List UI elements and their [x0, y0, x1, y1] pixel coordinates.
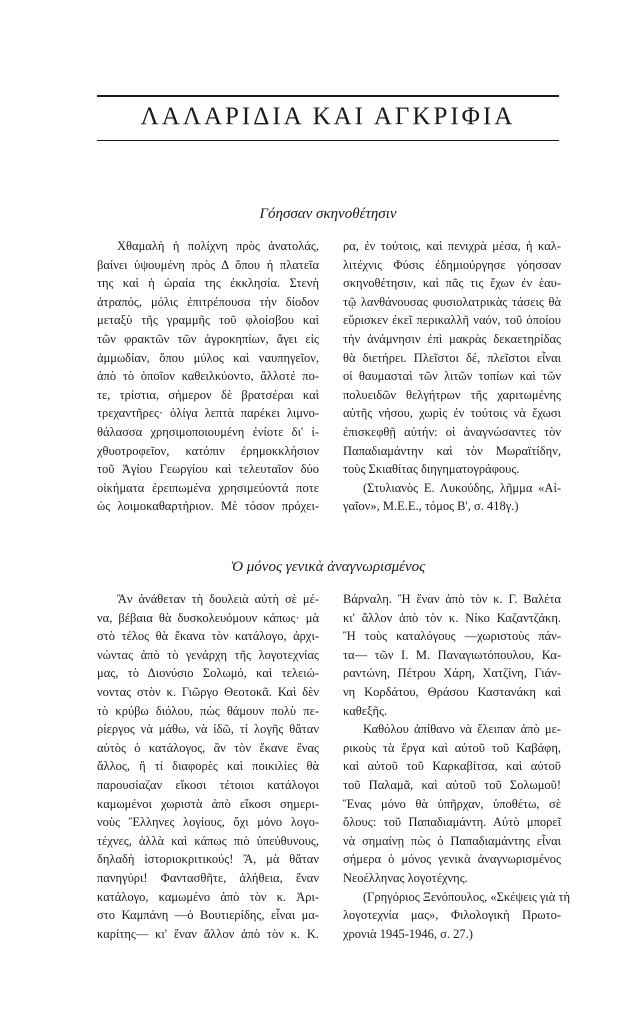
text-line: Ἕνας μόνο θὰ ὑπῆρχαν, ὑποθέτω, σὲ [343, 796, 561, 811]
text-line: (Στυλιανὸς Ε. Λυκούδης, λῆμμα «Αἰ- [363, 480, 561, 495]
text-line: γαῖον», Μ.Ε.Ε., τόμος Β', σ. 418γ.) [343, 499, 519, 514]
text-line: οἱ θαυμασταὶ τῶν λιτῶν τοπίων καὶ τῶν [343, 369, 561, 384]
text-line: Χθαμαλὴ ἡ πολίχνη πρὸς ἀνατολάς, [117, 239, 319, 253]
text-line: δηλαδὴ ἱστοριοκριτικούς! Ἄ, μὰ θἄταν [97, 852, 319, 867]
text-line: λογοτεχνία μας», Φιλολογικὴ Πρωτο- [343, 908, 561, 923]
text-line: ρα, ἐν τούτοις, καὶ πενιχρὰ μέσα, ἡ καλ- [343, 239, 561, 253]
text-line: τὴν ἀνάμνησιν ἐπὶ μακρὰς δεκαετηρίδας [343, 331, 561, 346]
text-line: χρονιὰ 1945-1946, σ. 27.) [343, 926, 473, 941]
text-line: νώντας ἀπὸ τὸ γενάρχη τῆς λογοτεχνίας [97, 647, 319, 662]
text-line: τε, τρίστια, σήμερον δὲ βρατσέραι καὶ [97, 387, 319, 402]
text-line: τρεχαντῆρες· ὀλίγα λεπτὰ παρέκει λιμνο- [97, 406, 319, 421]
text-line: κι' ἄλλον ἀπὸ τὸν κ. Νίκο Καζαντζάκη. [343, 610, 561, 625]
text-line: ἀπὸ τὸ ὁποῖον καθειλκύοντο, ἄλλοτέ πο- [97, 369, 319, 384]
text-line: ἐπισκεφθῇ αὐτήν: οἱ ἀναγνώσαντες τὸν [343, 424, 561, 439]
text-line: εὕρισκεν ἐκεῖ περικαλλῆ ναόν, τοῦ ὁποίου [343, 313, 561, 328]
text-line: καὶ αὐτοῦ τοῦ Καρκαβίτσα, καὶ αὐτοῦ [343, 759, 561, 774]
text-line: τοῦ Ἁγίου Γεωργίου καὶ τελευταῖον δύο [97, 462, 319, 477]
text-line: Βάρναλη. Ἢ ἕναν ἀπὸ τὸν κ. Γ. Βαλέτα [343, 592, 561, 606]
text-line: στὸ τέλος θὰ ἔκανα τὸν κατάλογο, ἀρχι- [97, 629, 319, 644]
section-2-left-column [97, 590, 319, 943]
text-line: σήμερα ὁ μόνος γενικὰ ἀναγνωρισμένος [343, 852, 561, 867]
section-heading-1: Γόησσαν σκηνοθέτησιν [259, 206, 397, 222]
text-line: τῶν φρακτῶν τῶν ἀγροκηπίων, ἄγει εἰς [97, 331, 319, 346]
text-line: τῷ λανθάνουσας φυσιολατρικὰς τάσεις θὰ [343, 294, 561, 309]
text-line: τοὺς Σκιαθίτας διηγηματογράφους. [343, 462, 520, 477]
text-line: καθεξῆς. [343, 703, 388, 718]
text-line: αὐτὸς ὁ κατάλογος, ἂν τὸν ἔκανε ἕνας [97, 740, 319, 755]
text-line: ραντώνη, Πέτρου Χάρη, Χατζίνη, Γιάν- [343, 666, 561, 681]
text-line: ἀμμωδίαν, ὅπου μύλος καὶ ναυπηγεῖον, [97, 350, 319, 365]
text-line: πολυειδῶν θελγήτρων τῆς χαριτωμένης [343, 387, 561, 402]
section-1-right-column [343, 237, 561, 516]
text-line: οἰκήματα ἐρειπωμένα χρησιμεύοντά ποτε [97, 480, 319, 495]
text-line: μας, τὸ Διονύσιο Σολωμό, καὶ τελειώ- [97, 666, 319, 681]
title-rule-top [97, 95, 559, 97]
text-line: καρίτης— κι' ἕναν ἄλλον ἀπὸ τὸν κ. Κ. [97, 926, 319, 941]
text-line: τοῦ Παλαμᾶ, καὶ αὐτοῦ τοῦ Σολωμοῦ! [343, 777, 561, 792]
text-line: θάλασσα χρησιμοποιουμένη ἐνίοτε δι' ἰ- [97, 424, 319, 439]
section-heading-2: Ὁ μόνος γενικὰ ἀναγνωρισμένος [230, 559, 426, 575]
page-title: ΛΑΛΑΡΙΔΙΑ ΚΑΙ ΑΓΚΡΙΦΙΑ [140, 103, 516, 130]
text-line: τέχνες, ἀλλὰ καὶ κάπως πιὸ ὑπεύθυνους, [97, 833, 319, 848]
text-line: Ἢ τοὺς καταλόγους —χωριστοὺς πάν- [343, 629, 561, 644]
text-line: θὰ διετήρει. Πλεῖστοι δέ, πλεῖστοι εἶναι [343, 350, 561, 365]
section-1-left-column [97, 237, 319, 516]
text-line: να, βέβαια θὰ δυσκολευόμουν κάπως· μὰ [97, 610, 319, 625]
title-rule-bottom [97, 140, 559, 141]
text-line: χθυοτροφεῖον, κατόπιν ἐρημοκκλήσιον [97, 443, 319, 458]
text-line: σκηνοθέτησιν, καὶ πᾶς τις ἔχων ἐν ἑαυ- [343, 276, 561, 291]
text-line: πανηγύρι! Φαντασθῆτε, ἀλήθεια, ἕναν [97, 870, 319, 885]
text-line: ἀτραπός, μόλις ἐπιτρέπουσα τὴν δίοδον [97, 294, 319, 309]
text-line: ρίεργος νὰ μάθω, νὰ ἰδῶ, τί λογῆς θἄταν [97, 722, 319, 737]
text-line: βαίνει ὑψουμένη πρὸς Δ ὅπου ἡ πλατεῖα [97, 257, 319, 272]
text-line: παρουσίαζαν εἴκοσι τέτοιοι κατάλογοι [97, 777, 319, 792]
text-line: της καὶ ἡ ὡραία της ἐκκλησία. Στενὴ [97, 276, 319, 291]
text-line: Παπαδιαμάντην καὶ τὸν Μωραϊτίδην, [343, 443, 561, 458]
text-line: Νεοέλληνας λογοτέχνης. [343, 870, 468, 885]
text-line: νη Κορδάτου, Θράσου Καστανάκη καὶ [343, 684, 561, 699]
text-line: τὸ κρύβω διόλου, πὼς θάμουν πολὺ πε- [97, 703, 319, 718]
section-2-right-column [343, 590, 571, 943]
text-line: μεταξὺ τῆς γραμμῆς τοῦ φλοίσβου καὶ [97, 313, 319, 328]
text-line: λιτέχνις Φύσις ἐδημιούργησε γόησσαν [343, 257, 561, 272]
text-line: (Γρηγόριος Ξενόπουλος, «Σκέψεις γιὰ τὴ [363, 889, 571, 904]
text-line: Καθόλου ἀπίθανο νὰ ἔλειπαν ἀπὸ με- [363, 722, 561, 737]
text-line: ὡς λοιμοκαθαρτήριον. Μὲ τόσον πρόχει- [97, 499, 319, 514]
text-line: καμωμένοι χωριστὰ ἀπὸ εἴκοσι σημερι- [97, 796, 319, 811]
text-line: Ἂν ἀνάθεταν τὴ δουλειὰ αὐτὴ σὲ μέ- [117, 592, 319, 606]
text-line: στο Καμπάνη —ὁ Βουτιερίδης, εἶναι μα- [97, 908, 319, 923]
text-line: ἄλλος, ἢ τί διαφορὲς καὶ ποικιλίες θὰ [97, 759, 319, 774]
text-line: νοντας στὸν κ. Γιῶργο Θεοτοκᾶ. Καὶ δὲν [97, 684, 319, 699]
text-line: νὰ σημαίνῃ πὼς ὁ Παπαδιαμάντης εἶναι [343, 833, 561, 848]
text-line: ρικοὺς τὰ ἔργα καὶ αὐτοῦ τοῦ Καβάφη, [343, 740, 561, 755]
text-line: αὐτῆς νήσου, χωρὶς ἐν τούτοις νὰ ἔχωσι [343, 406, 561, 421]
text-line: νοὺς Ἕλληνες λογίους, ὄχι μόνο λογο- [97, 815, 319, 830]
text-line: ὅλους: τοῦ Παπαδιαμάντη. Αὐτὸ μπορεῖ [343, 815, 561, 830]
text-line: τα— τῶν Ι. Μ. Παναγιωτόπουλου, Κα- [343, 647, 561, 662]
text-line: κατάλογο, καμωμένο ἀπὸ τὸν κ. Ἀρι- [97, 889, 319, 904]
